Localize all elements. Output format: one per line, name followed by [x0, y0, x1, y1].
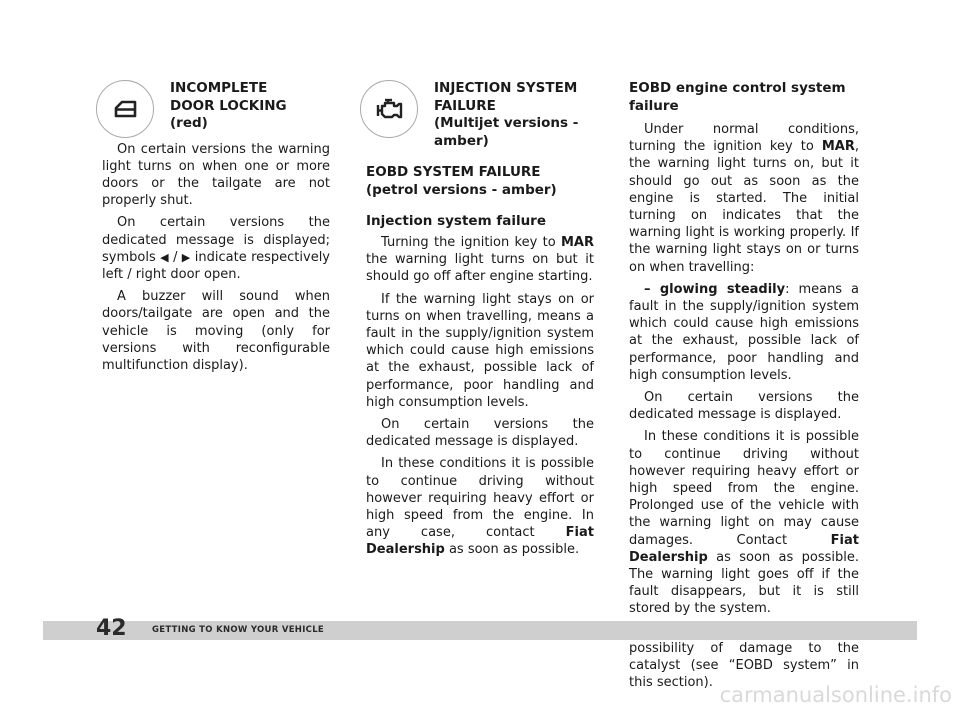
paragraph: On certain versions the dedicated message is displayed.: [629, 390, 859, 423]
paragraph: A buzzer will sound when doors/tailgate are open and the vehicle is moving (only for versions with reconfigurable multifunction display).: [102, 289, 330, 373]
paragraph: Turning the ignition key to MAR the warning light turns on but it should go off after engine starting.: [366, 235, 594, 285]
paragraph: In these conditions it is possible to continue driving without however requiring heavy effort or high speed from the engine. In any case, contact Fiat Dealership as soon as possible.: [366, 456, 594, 558]
warning-light-heading: INJECTION SYSTEM FAILURE (Multijet versions - amber): [434, 80, 579, 149]
paragraph: On certain versions the dedicated message is displayed.: [366, 417, 594, 450]
right-arrow-icon: ▶: [181, 250, 191, 264]
page-number: 42: [96, 616, 127, 641]
paragraph: possibility of damage to the catalyst (see “EOBD system” in this section).: [629, 640, 859, 691]
column-injection-system-failure: [366, 80, 594, 564]
section-title: EOBD SYSTEM FAILURE (petrol versions - amber): [366, 164, 557, 198]
watermark: carmanualsonline.info: [719, 683, 952, 707]
left-arrow-icon: ◀: [160, 250, 169, 264]
paragraph: If the warning light stays on or turns on when travelling, means a fault in the supply/ignition system which could cause high emissions at the exhaust, possible lack of performance, poor handling and high consumption levels.: [366, 291, 594, 410]
warning-light-heading: INCOMPLETE DOOR LOCKING (red): [170, 80, 287, 131]
column-incomplete-door-locking: [102, 80, 330, 379]
paragraph: – glowing steadily: means a fault in the supply/ignition system which could cause high emissions at the exhaust, possible lack of performance, poor handling and high consumption levels.: [629, 281, 859, 383]
section-heading: EOBD engine control system failure: [629, 80, 846, 114]
engine-check-warning-icon: [360, 80, 418, 138]
door-lock-warning-icon: [96, 80, 154, 138]
paragraph: On certain versions the dedicated message is displayed; symbols ◀ / ▶ indicate respectively left / right door open.: [102, 215, 330, 282]
footer-section-title: GETTING TO KNOW YOUR VEHICLE: [152, 625, 325, 635]
paragraph: On certain versions the warning light turns on when one or more doors or the tailgate are not properly shut.: [102, 141, 330, 209]
subsection-title: Injection system failure: [366, 213, 546, 229]
column-eobd-engine-control: [629, 80, 859, 697]
paragraph: Under normal conditions, turning the ignition key to MAR, the warning light turns on, but it should go out as soon as the engine is started. The initial turning on indicates that the warning light is working properly. If the warning light stays on or turns on when travelling:: [629, 122, 859, 275]
paragraph: In these conditions it is possible to continue driving without however requiring heavy effort or high speed from the engine. Prolonged use of the vehicle with the warning light on may cause damages. Contact Fiat Dealership as soon as possible. The warning light goes off if the fault disappears, but it is still stored by the system.: [629, 429, 859, 617]
